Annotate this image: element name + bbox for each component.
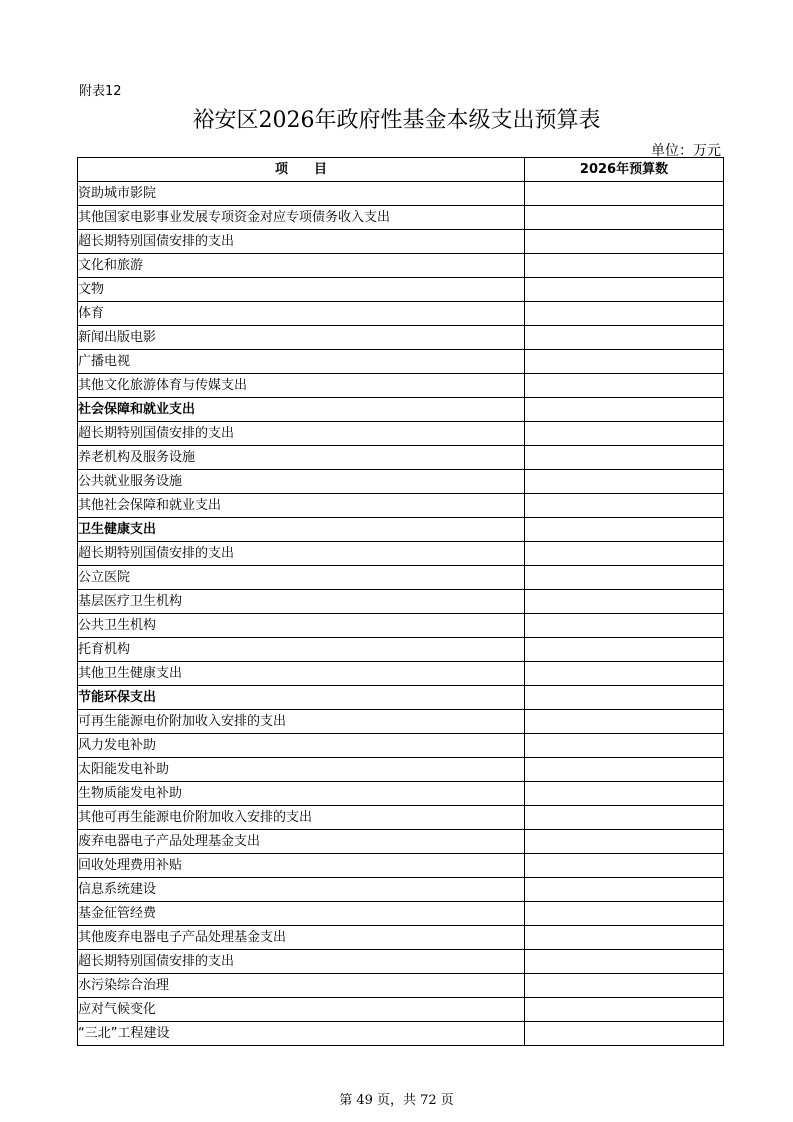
- appendix-label: 附表12: [79, 84, 122, 99]
- row-amount: [525, 446, 724, 470]
- table-row: [78, 326, 724, 350]
- row-item: 其他废弃电器电子产品处理基金支出: [78, 926, 525, 950]
- table-row: [78, 206, 724, 230]
- row-item: 养老机构及服务设施: [78, 446, 525, 470]
- row-item: 公共卫生机构: [78, 614, 525, 638]
- row-amount: [525, 422, 724, 446]
- page-footer: 第 49 页，共 72 页: [339, 1093, 454, 1108]
- row-item: 其他卫生健康支出: [78, 662, 525, 686]
- row-amount: [525, 590, 724, 614]
- row-item: 社会保障和就业支出: [78, 398, 525, 422]
- table-row: [78, 182, 724, 206]
- table-row: [78, 686, 724, 710]
- table-row: [78, 278, 724, 302]
- row-item: 其他文化旅游体育与传媒支出: [78, 374, 525, 398]
- table-row: [78, 950, 724, 974]
- row-amount: [525, 470, 724, 494]
- table-row: [78, 230, 724, 254]
- row-amount: [525, 950, 724, 974]
- row-item: 应对气候变化: [78, 998, 525, 1022]
- table-row: [78, 1022, 724, 1046]
- table-row: [78, 542, 724, 566]
- row-amount: [525, 614, 724, 638]
- table-row: [78, 758, 724, 782]
- row-item: 托育机构: [78, 638, 525, 662]
- table-row: [78, 998, 724, 1022]
- row-amount: [525, 206, 724, 230]
- table-row: [78, 494, 724, 518]
- row-item: 超长期特别国债安排的支出: [78, 950, 525, 974]
- row-item: 废弃电器电子产品处理基金支出: [78, 830, 525, 854]
- row-item: 其他国家电影事业发展专项资金对应专项债务收入支出: [78, 206, 525, 230]
- row-amount: [525, 494, 724, 518]
- row-amount: [525, 830, 724, 854]
- table-row: [78, 422, 724, 446]
- table-row: [78, 806, 724, 830]
- table-row: [78, 614, 724, 638]
- row-amount: [525, 566, 724, 590]
- table-header-row: [78, 158, 724, 182]
- row-amount: [525, 542, 724, 566]
- row-item: 其他可再生能源电价附加收入安排的支出: [78, 806, 525, 830]
- header-budget: 2026年预算数: [525, 158, 724, 182]
- row-amount: [525, 302, 724, 326]
- row-item: 超长期特别国债安排的支出: [78, 422, 525, 446]
- row-amount: [525, 734, 724, 758]
- row-item: 资助城市影院: [78, 182, 525, 206]
- row-item: 公共就业服务设施: [78, 470, 525, 494]
- table-row: [78, 974, 724, 998]
- row-amount: [525, 278, 724, 302]
- table-row: [78, 590, 724, 614]
- row-item: 超长期特别国债安排的支出: [78, 542, 525, 566]
- row-item: “三北”工程建设: [78, 1022, 525, 1046]
- table-row: [78, 878, 724, 902]
- row-item: 文物: [78, 278, 525, 302]
- row-item: 其他社会保障和就业支出: [78, 494, 525, 518]
- table-row: [78, 518, 724, 542]
- row-amount: [525, 350, 724, 374]
- unit-label: 单位：万元: [651, 143, 721, 159]
- table-row: [78, 446, 724, 470]
- row-item: 卫生健康支出: [78, 518, 525, 542]
- row-amount: [525, 638, 724, 662]
- row-item: 公立医院: [78, 566, 525, 590]
- row-amount: [525, 518, 724, 542]
- budget-table: [77, 157, 724, 1046]
- page-title: 裕安区2026年政府性基金本级支出预算表: [192, 108, 601, 133]
- table-row: [78, 830, 724, 854]
- table-row: [78, 710, 724, 734]
- table-row: [78, 662, 724, 686]
- row-item: 体育: [78, 302, 525, 326]
- row-item: 信息系统建设: [78, 878, 525, 902]
- row-amount: [525, 254, 724, 278]
- row-amount: [525, 686, 724, 710]
- table-row: [78, 350, 724, 374]
- row-item: 太阳能发电补助: [78, 758, 525, 782]
- row-item: 基金征管经费: [78, 902, 525, 926]
- row-item: 生物质能发电补助: [78, 782, 525, 806]
- row-amount: [525, 902, 724, 926]
- table-row: [78, 734, 724, 758]
- row-amount: [525, 998, 724, 1022]
- row-amount: [525, 806, 724, 830]
- row-amount: [525, 854, 724, 878]
- row-item: 水污染综合治理: [78, 974, 525, 998]
- table-row: [78, 902, 724, 926]
- table-row: [78, 566, 724, 590]
- row-item: 回收处理费用补贴: [78, 854, 525, 878]
- row-amount: [525, 398, 724, 422]
- header-item: 项 目: [78, 158, 525, 182]
- table-row: [78, 782, 724, 806]
- row-amount: [525, 878, 724, 902]
- row-item: 基层医疗卫生机构: [78, 590, 525, 614]
- row-amount: [525, 782, 724, 806]
- table-row: [78, 302, 724, 326]
- table-body: [78, 182, 724, 1046]
- row-amount: [525, 1022, 724, 1046]
- table-row: [78, 470, 724, 494]
- row-amount: [525, 326, 724, 350]
- row-amount: [525, 758, 724, 782]
- row-amount: [525, 374, 724, 398]
- row-amount: [525, 230, 724, 254]
- table-row: [78, 398, 724, 422]
- row-amount: [525, 710, 724, 734]
- table-row: [78, 854, 724, 878]
- table-row: [78, 254, 724, 278]
- row-item: 新闻出版电影: [78, 326, 525, 350]
- row-item: 文化和旅游: [78, 254, 525, 278]
- table-row: [78, 638, 724, 662]
- table-row: [78, 926, 724, 950]
- row-item: 广播电视: [78, 350, 525, 374]
- row-amount: [525, 662, 724, 686]
- row-amount: [525, 974, 724, 998]
- row-item: 节能环保支出: [78, 686, 525, 710]
- row-item: 可再生能源电价附加收入安排的支出: [78, 710, 525, 734]
- row-item: 风力发电补助: [78, 734, 525, 758]
- row-item: 超长期特别国债安排的支出: [78, 230, 525, 254]
- table-row: [78, 374, 724, 398]
- row-amount: [525, 182, 724, 206]
- row-amount: [525, 926, 724, 950]
